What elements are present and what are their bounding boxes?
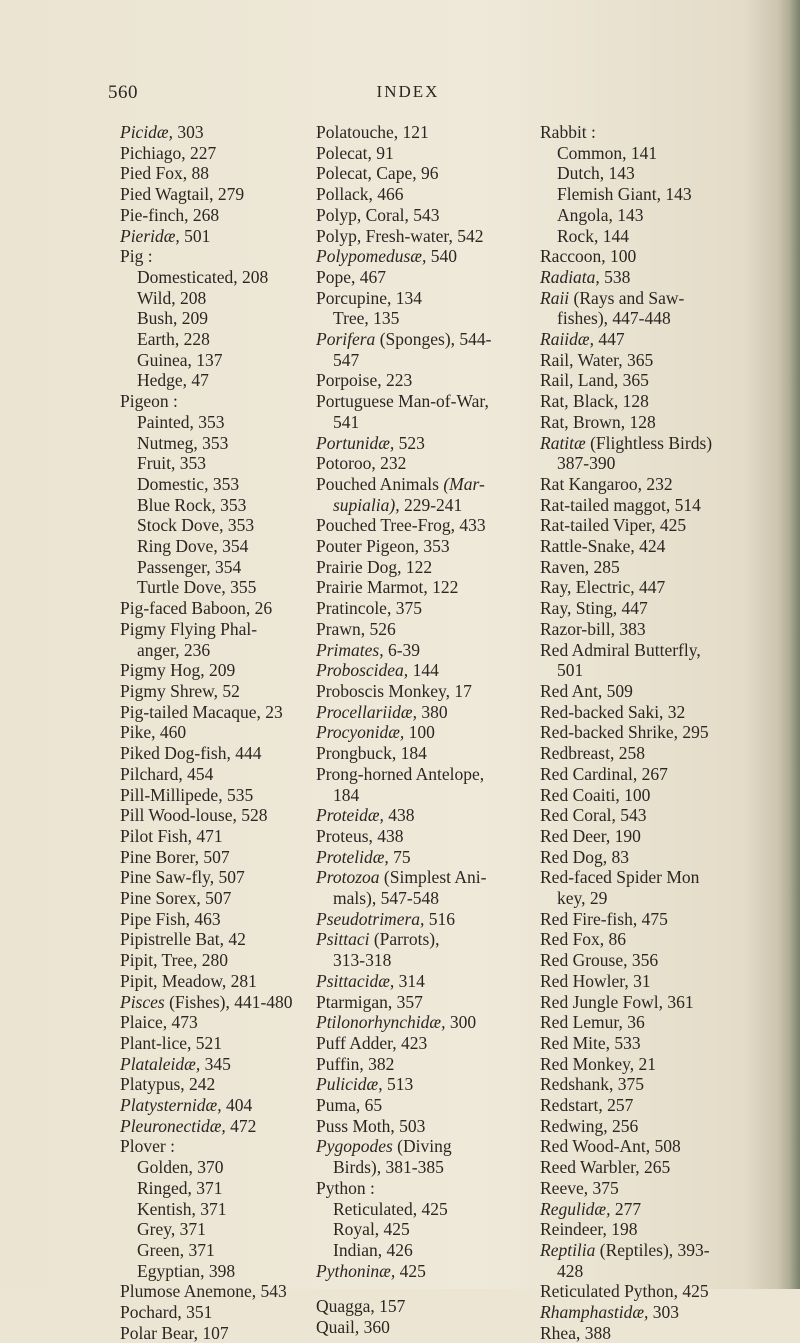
index-entry: Red Monkey, 21 (540, 1053, 657, 1074)
index-entry: Portunidæ, 523 (316, 432, 425, 453)
index-entry: Birds), 381-385 (333, 1157, 444, 1178)
index-entry: Prairie Dog, 122 (316, 556, 433, 577)
index-entry: Pygopodes (Diving (316, 1136, 452, 1157)
index-entry: Prairie Marmot, 122 (316, 577, 459, 598)
index-entry: Red Wood-Ant, 508 (540, 1136, 681, 1157)
index-entry: Reptilia (Reptiles), 393- (540, 1239, 710, 1260)
index-entry: Bush, 209 (137, 308, 208, 329)
index-entry: Pine Borer, 507 (120, 846, 230, 867)
index-entry: Common, 141 (557, 142, 658, 163)
index-entry: Platypus, 242 (120, 1074, 216, 1095)
index-entry: fishes), 447-448 (557, 308, 671, 329)
index-entry: Pseudotrimera, 516 (316, 908, 456, 929)
index-entry: Polyp, Coral, 543 (316, 204, 440, 225)
index-entry: Prawn, 526 (316, 618, 396, 639)
index-entry: Pied Wagtail, 279 (120, 184, 245, 205)
index-entry: Rhamphastidæ, 303 (540, 1302, 680, 1323)
index-entry: Grey, 371 (137, 1219, 206, 1240)
index-entry: Proteidæ, 438 (316, 805, 415, 826)
index-entry: Polecat, 91 (316, 142, 394, 163)
index-entry: Red Grouse, 356 (540, 950, 659, 971)
index-entry: Ray, Electric, 447 (540, 577, 666, 598)
index-entry: Royal, 425 (333, 1219, 410, 1240)
index-entry: Puff Adder, 423 (316, 1032, 428, 1053)
index-entry: 428 (557, 1260, 584, 1281)
index-entry: Pipit, Tree, 280 (120, 950, 228, 971)
index-entry: Passenger, 354 (137, 556, 242, 577)
index-entry: Fruit, 353 (137, 453, 207, 474)
index-entry: Pipistrelle Bat, 42 (120, 929, 246, 950)
index-entry: Prong-horned Antelope, (316, 763, 485, 784)
index-entry: Procellariidæ, 380 (316, 701, 448, 722)
index-entry: Red Cardinal, 267 (540, 763, 668, 784)
index-entry: Pieridæ, 501 (120, 225, 211, 246)
page-header (108, 82, 708, 112)
index-entry: Pisces (Fishes), 441-480 (120, 991, 293, 1012)
index-entry: Raccoon, 100 (540, 246, 637, 267)
index-entry: Hedge, 47 (137, 370, 209, 391)
index-entry: Plumose Anemone, 543 (120, 1281, 287, 1302)
index-entry: Golden, 370 (137, 1157, 224, 1178)
index-entry: Python : (316, 1177, 375, 1198)
index-entry: Rhea, 388 (540, 1322, 611, 1343)
index-entry: Pulicidæ, 513 (316, 1074, 414, 1095)
index-entry: Reeve, 375 (540, 1177, 619, 1198)
index-entry: Rattle-Snake, 424 (540, 536, 666, 557)
index-entry: Rat, Black, 128 (540, 391, 649, 412)
index-entry: Red Deer, 190 (540, 825, 641, 846)
index-entry: Rail, Water, 365 (540, 349, 654, 370)
index-entry: Red-backed Saki, 32 (540, 701, 686, 722)
running-head-title: INDEX (376, 82, 440, 101)
index-entry: Red Mite, 533 (540, 1032, 641, 1053)
index-entry: supialia), 229-241 (333, 494, 463, 515)
index-entry: Potoroo, 232 (316, 453, 407, 474)
index-entry: Prongbuck, 184 (316, 743, 427, 764)
index-entry: Protozoa (Simplest Ani- (316, 867, 487, 888)
index-entry: Porifera (Sponges), 544- (316, 329, 492, 350)
index-entry: Green, 371 (137, 1239, 215, 1260)
index-entry: Redshank, 375 (540, 1074, 645, 1095)
index-entry: Proteus, 438 (316, 825, 404, 846)
index-entry: Pine Saw-fly, 507 (120, 867, 245, 888)
index-entry: Plant-lice, 521 (120, 1032, 223, 1053)
index-entry: Portuguese Man-of-War, (316, 391, 489, 412)
index-entry: Angola, 143 (557, 204, 644, 225)
index-entry: Pleuronectidæ, 472 (120, 1115, 257, 1136)
index-entry: anger, 236 (137, 639, 211, 660)
index-entry: Pollack, 466 (316, 184, 404, 205)
index-entry: Pratincole, 375 (316, 598, 422, 619)
index-entry: Raiidæ, 447 (540, 329, 625, 350)
index-entry: Flemish Giant, 143 (557, 184, 692, 205)
index-entry: Kentish, 371 (137, 1198, 227, 1219)
index-entry: Plover : (120, 1136, 175, 1157)
index-entry: Pigeon : (120, 391, 178, 412)
index-entry: Polecat, Cape, 96 (316, 163, 439, 184)
index-entry: Nutmeg, 353 (137, 432, 229, 453)
index-entry: Egyptian, 398 (137, 1260, 236, 1281)
index-entry: Tree, 135 (333, 308, 400, 329)
index-entry: Red Admiral Butterfly, (540, 639, 701, 660)
index-entry: Red-faced Spider Mon (540, 867, 700, 888)
index-entry: Pouched Animals (Mar- (316, 473, 485, 494)
index-entry: Primates, 6-39 (316, 639, 421, 660)
index-entry: Red Lemur, 36 (540, 1012, 645, 1033)
index-entry: Pig-faced Baboon, 26 (120, 598, 273, 619)
index-entry: Red Ant, 509 (540, 680, 633, 701)
index-column-3 (540, 122, 788, 1343)
index-entry: Redwing, 256 (540, 1115, 639, 1136)
index-entry: Rock, 144 (557, 225, 629, 246)
index-entry: Ratitæ (Flightless Birds) (540, 432, 713, 453)
index-entry: Pine Sorex, 507 (120, 888, 232, 909)
index-entry: Redstart, 257 (540, 1095, 634, 1116)
index-entry: Pipe Fish, 463 (120, 908, 221, 929)
index-entry: Indian, 426 (333, 1239, 413, 1260)
index-entry: Ptarmigan, 357 (316, 991, 423, 1012)
index-entry: Reindeer, 198 (540, 1219, 638, 1240)
index-entry: Pipit, Meadow, 281 (120, 970, 257, 991)
index-entry: Polyp, Fresh-water, 542 (316, 225, 484, 246)
index-entry: 547 (333, 349, 360, 370)
index-entry: Rat, Brown, 128 (540, 411, 656, 432)
index-entry: Red Fox, 86 (540, 929, 627, 950)
index-entry: Razor-bill, 383 (540, 618, 646, 639)
index-entry: Rat-tailed maggot, 514 (540, 494, 701, 515)
index-entry: Rail, Land, 365 (540, 370, 649, 391)
index-entry: Polypomedusæ, 540 (316, 246, 457, 267)
index-entry: Pigmy Hog, 209 (120, 660, 236, 681)
index-entry: Raii (Rays and Saw- (540, 287, 685, 308)
index-entry: Puss Moth, 503 (316, 1115, 426, 1136)
index-entry: Red Coaiti, 100 (540, 784, 651, 805)
index-entry: Blue Rock, 353 (137, 494, 247, 515)
index-entry: Pochard, 351 (120, 1302, 213, 1323)
index-entry: Pythoninæ, 425 (316, 1260, 426, 1281)
index-entry: Pouched Tree-Frog, 433 (316, 515, 486, 536)
index-entry: 387-390 (557, 453, 616, 474)
index-entry: Red Coral, 543 (540, 805, 647, 826)
index-entry: Red Dog, 83 (540, 846, 629, 867)
index-entry: Red Howler, 31 (540, 970, 651, 991)
index-entry: Stock Dove, 353 (137, 515, 255, 536)
index-entry: Ring Dove, 354 (137, 536, 249, 557)
index-entry: 541 (333, 411, 360, 432)
index-entry: Pill-Millipede, 535 (120, 784, 254, 805)
index-entry: Wild, 208 (137, 287, 207, 308)
index-entry: Porcupine, 134 (316, 287, 422, 308)
index-entry: Earth, 228 (137, 329, 210, 350)
index-entry: Picidæ, 303 (120, 122, 204, 142)
index-entry: Reed Warbler, 265 (540, 1157, 671, 1178)
index-entry: Pig : (120, 246, 153, 267)
index-entry: Psittaci (Parrots), (316, 929, 440, 950)
index-entry: Radiata, 538 (540, 266, 631, 287)
index-entry: 184 (333, 784, 360, 805)
index-entry: Puffin, 382 (316, 1053, 395, 1074)
index-entry: Porpoise, 223 (316, 370, 413, 391)
index-entry: Pig-tailed Macaque, 23 (120, 701, 283, 722)
index-entry: Puma, 65 (316, 1095, 383, 1116)
index-entry: Domesticated, 208 (137, 266, 269, 287)
index-entry: Piked Dog-fish, 444 (120, 743, 262, 764)
index-entry: Pigmy Shrew, 52 (120, 680, 240, 701)
index-entry: Raven, 285 (540, 556, 620, 577)
index-entry: Turtle Dove, 355 (137, 577, 257, 598)
index-entry: key, 29 (557, 888, 608, 909)
index-entry: Red-backed Shrike, 295 (540, 722, 709, 743)
index-entry: Pike, 460 (120, 722, 187, 743)
index-entry: Ptilonorhynchidæ, 300 (316, 1012, 477, 1033)
index-entry: Pichiago, 227 (120, 142, 217, 163)
index-entry: Pigmy Flying Phal- (120, 618, 258, 639)
index-column-1 (120, 122, 342, 1343)
index-entry: Polatouche, 121 (316, 122, 429, 142)
index-entry: Reticulated, 425 (333, 1198, 448, 1219)
index-entry: Guinea, 137 (137, 349, 223, 370)
index-entry: Polar Bear, 107 (120, 1322, 229, 1343)
index-entry: Procyonidæ, 100 (316, 722, 435, 743)
index-entry: Protelidæ, 75 (316, 846, 411, 867)
index-entry: Rat Kangaroo, 232 (540, 473, 673, 494)
index-entry: Rabbit : (540, 122, 596, 142)
index-entry: 313-318 (333, 950, 392, 971)
index-entry: Pied Fox, 88 (120, 163, 209, 184)
index-entry: Psittacidæ, 314 (316, 970, 425, 991)
index-entry: Ray, Sting, 447 (540, 598, 648, 619)
index-entry: Platysternidæ, 404 (120, 1095, 253, 1116)
index-entry: 501 (557, 660, 584, 681)
index-entry: Quail, 360 (316, 1317, 390, 1338)
index-entry: Pope, 467 (316, 266, 386, 287)
index-entry: Plaice, 473 (120, 1012, 198, 1033)
index-entry: Reticulated Python, 425 (540, 1281, 709, 1302)
index-entry: mals), 547-548 (333, 888, 439, 909)
index-entry: Painted, 353 (137, 411, 225, 432)
index-entry: Red Fire-fish, 475 (540, 908, 668, 929)
index-entry: Plataleidæ, 345 (120, 1053, 231, 1074)
index-column-2 (316, 122, 536, 1338)
index-entry: Pill Wood-louse, 528 (120, 805, 268, 826)
index-entry: Dutch, 143 (557, 163, 635, 184)
page-number: 560 (108, 82, 138, 103)
index-entry: Proboscis Monkey, 17 (316, 680, 472, 701)
index-entry: Pilchard, 454 (120, 763, 214, 784)
index-entry: Pie-finch, 268 (120, 204, 220, 225)
index-entry: Proboscidea, 144 (316, 660, 439, 681)
index-entry: Red Jungle Fowl, 361 (540, 991, 694, 1012)
index-entry: Quagga, 157 (316, 1296, 406, 1317)
index-entry: Rat-tailed Viper, 425 (540, 515, 687, 536)
index-entry: Pouter Pigeon, 353 (316, 536, 450, 557)
index-entry: Domestic, 353 (137, 473, 240, 494)
index-entry: Regulidæ, 277 (540, 1198, 642, 1219)
index-entry: Pilot Fish, 471 (120, 825, 223, 846)
index-entry: Ringed, 371 (137, 1177, 223, 1198)
index-entry: Redbreast, 258 (540, 743, 645, 764)
